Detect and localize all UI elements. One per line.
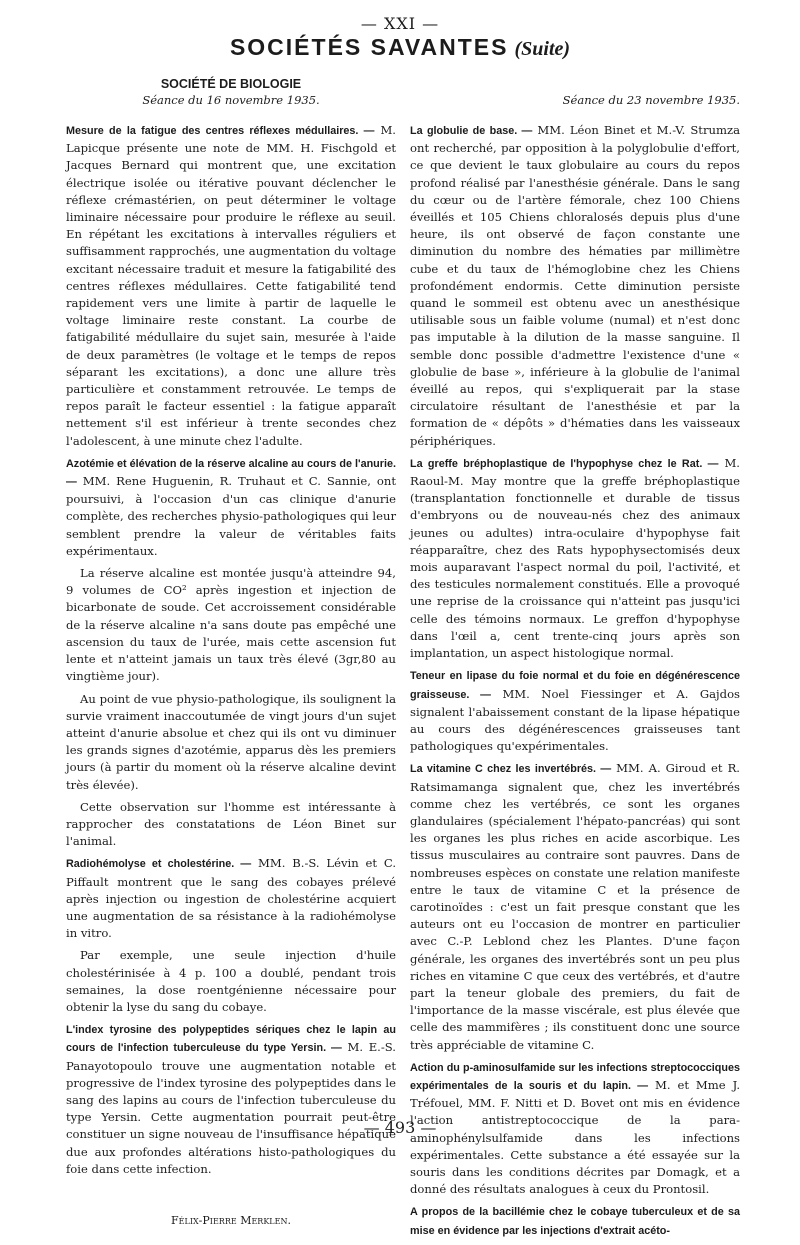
article-paragraph (66, 1021, 396, 1178)
article-paragraph: Cette observation sur l'homme est intéressante à rapprocher des constatations de Léon Binet sur l'animal. (66, 799, 396, 849)
article-text: M. Lapicque présente une note de MM. H. Fischgold et Jacques Bernard qui montrent que, une excitation électrique isolée ou itérative pouvant déclencher le réflexe crémastérien, on peut déterminer le voltage liminaire nécessaire pour produire le réflexe au seuil. En répétant les excitations à intervalles réguliers et suffisamment rapprochés, une augmentation du voltage excitant nécessaire traduit et mesure la fatigabilité des centres réflexes médullaires. Cette fatigabilité tend rapidement vers une limite à partir de laquelle le voltage liminaire reste constant. La courbe de fatigabilité médullaire du sujet sain, mesurée à l'aide de deux paramètres (le voltage et le temps de repos séparant les excitations), a donc une allure très particulière et constamment retrouvée. Le temps de repos paraît le facteur essentiel : la fatigue apparaît nettement s'il est inférieur à trente secondes chez l'adolescent, à une minute chez l'adulte. (66, 123, 396, 448)
article-azotemie (66, 455, 396, 850)
article-heading: Mesure de la fatigue des centres réflexes médullaires. — (66, 125, 375, 137)
article-text: MM. A. Giroud et R. Ratsimamanga signalent que, chez les invertébrés comme chez les vertébrés, ce sont les organes glandulaires (spécialement l'hépato-pancréas) qui sont les organes les plus riches en acide ascorbique. Les tissus musculaires au contraire sont pauvres. Dans de nombreuses espèces on constate une relation manifeste entre le taux de vitamine C et la présence de carotinoïdes : c'est un fait presque constant que les auteurs ont eu l'occasion de montrer en particulier avec C.-P. Leblond chez les Plantes. D'une façon générale, les organes des invertébrés sont un peu plus riches en vitamine C que ceux des vertébrés, et d'autre part la teneur globale des premiers, du fait de l'importance de la masse viscérale, est plus élevée que celle des mammifères ; ils constituent donc une source très appréciable de vitamine C. (410, 761, 740, 1052)
article-paragraph (410, 760, 740, 1053)
article-heading: A propos de la bacillémie chez le cobaye tuberculeux et de sa mise en évidence par les injections d'extrait acéto- (410, 1206, 740, 1237)
article-paragraph (410, 122, 740, 450)
article-paragraph (410, 667, 740, 755)
article-index-tyrosine (66, 1021, 396, 1178)
article-fatigue (66, 122, 396, 450)
article-vitamine-c (410, 760, 740, 1053)
society-heading-spacer (410, 76, 740, 92)
article-paragraph (66, 855, 396, 942)
article-heading: Teneur en lipase du foie normal et du foie en dégénérescence graisseuse. — (410, 670, 740, 701)
article-heading: Azotémie et élévation de la réserve alcaline au cours de l'anurie. — (66, 457, 396, 489)
article-paragraph (410, 455, 740, 662)
article-paragraph: Par exemple, une seule injection d'huile cholestérinisée à 4 p. 100 a doublé, pendant trois semaines, la dose roentgénienne nécessaire pour obtenir la lyse du sang du cobaye. (66, 948, 396, 1014)
article-text: MM. B.-S. Lévin et C. Piffault montrent que le sang des cobayes prélevé après injection ou ingestion de cholestérine acquiert une augmentation de sa résistance à la radiohémolyse in vitro. (66, 856, 397, 941)
article-heading: La globulie de base. — (410, 125, 533, 137)
seance-date-left: Séance du 16 novembre 1935. (142, 93, 320, 107)
article-heading: L'index tyrosine des polypeptides sériques chez le lapin au cours de l'infection tuberculeuse du type Yersin. — (66, 1024, 396, 1055)
article-paragraph (66, 122, 396, 450)
article-lipase (410, 667, 740, 755)
article-text: MM. Noel Fiessinger et A. Gajdos signalent l'abaissement constant de la lipase hépatique au cours des dégénérescences graisseuses tant pathologiques qu'expérimentales. (410, 686, 741, 754)
article-heading: Action du p-aminosulfamide sur les infections streptococciques expérimentales de la souris et du lapin. — (410, 1061, 740, 1092)
signature: Félix-Pierre Merklen. (171, 1213, 291, 1227)
seance-date-right: Séance du 23 novembre 1935. (562, 93, 740, 107)
article-text: M. E.-S. Panayotopoulo trouve une augmentation notable et progressive de l'index tyrosine des polypeptides dans le sang des lapins au cours de l'infection tuberculeuse du type Yersin. Cette augmentation pourrait peut-être constituer un signe nouveau de l'insuffisance hépatique due aux profondes altérations histo-pathologiques du foie dans cette infection. (66, 1040, 396, 1176)
article-paragraph (410, 1203, 740, 1239)
page-title-text: SOCIÉTÉS SAVANTES (229, 34, 509, 60)
page-number: — 493 — (363, 1118, 437, 1137)
article-paragraph: La réserve alcaline est montée jusqu'à atteindre 94, 9 volumes de CO² après ingestion et injection de bicarbonate de soude. Cet accroissement considérable de la réserve alcaline n'a sans doute pas empêché une ascension du taux de l'urée, mais cette ascension fut lente et n'atteint jamais un taux très élevé (3gr,80 au vingtième jour). (66, 566, 396, 684)
article-greffe (410, 455, 740, 662)
left-column (66, 76, 396, 1234)
article-heading: La vitamine C chez les invertébrés. — (410, 763, 612, 776)
article-text: MM. Léon Binet et M.-V. Strumza ont recherché, par opposition à la polyglobulie d'effort, ce que devient le taux globulaire au cours du repos profond réalisé par l'anesthésie générale. Dans le sang du cœur ou de l'artère fémorale, chez 100 Chiens éveillés et 105 Chiens chloralosés depuis plus d'une heure, ils ont observé de façon constante une diminution du nombre des hématies par millimètre cube et du taux de l'hémoglobine chez les Chiens profondément endormis. Cette diminution persiste quand le sommeil est obtenu avec un anesthésique utilisable sous un faible volume (numal) et n'est donc pas imputable à la dilution de la masse sanguine. Il semble donc possible d'admettre l'existence d'une « globulie de base », inférieure à la globulie de l'animal éveillé au repos, qui s'expliquerait par la stase circulatoire résultant de l'anesthésie et par la formation de « dépôts » d'hématies dans les vaisseaux périphériques. (410, 123, 740, 448)
article-paragraph (66, 455, 396, 560)
article-heading: Radiohémolyse et cholestérine. — (66, 858, 252, 871)
article-heading: La greffe bréphoplastique de l'hypophyse chez le Rat. — (410, 457, 719, 470)
article-text: M. et Mme J. Tréfouel, MM. F. Nitti et D. Bovet ont mis en évidence l'action antistreptococcique de la para-aminophénylsulfamide dans les infections expérimentales. Cette substance a été essayée sur la souris dans les conditions décrites par Domagk, et a donné des résultats analogues à ceux du Prontosil. (410, 1077, 741, 1197)
article-globulie (410, 122, 740, 450)
right-column (410, 76, 740, 1245)
page-title (0, 34, 800, 61)
article-bacillemie (410, 1203, 740, 1239)
page-title-suffix: (Suite) (514, 38, 571, 60)
article-text: MM. Rene Huguenin, R. Truhaut et C. Sannie, ont poursuivi, à l'occasion d'un cas clinique d'anurie complète, des recherches physio-pathologiques qui leur semblent prendre la valeur de véritables faits expérimentaux. (66, 474, 396, 558)
page-roman-numeral: — XXI — (360, 14, 440, 33)
society-heading: SOCIÉTÉ DE BIOLOGIE (160, 77, 302, 91)
article-paragraph: Au point de vue physio-pathologique, ils soulignent la survie vraiment inaccoutumée de vingt jours d'un sujet atteint d'anurie absolue et chez qui ils ont vu diminuer les grands signes d'azotémie, apparus dès les premiers jours (à partir du moment où la réserve alcaline devint très élevée). (66, 691, 396, 792)
article-radiohemolyse (66, 855, 396, 1016)
article-text: M. Raoul-M. May montre que la greffe bréphoplastique (transplantation fonctionnelle et durable de tissus d'embryons ou de nouveau-nés chez des animaux jeunes ou adultes) intra-oculaire d'hypophyse fait réapparaître, chez des Rats hypophysectomisés deux mois auparavant l'aspect normal du poil, l'activité, et des testicules normalement constitués. Elle a provoqué une reprise de la croissance qui n'atteint pas jusqu'ici celle des témoins normaux. Le greffon d'hypophyse dans l'œil a, cent trente-cinq jours après son implantation, un aspect histologique normal. (410, 455, 740, 661)
